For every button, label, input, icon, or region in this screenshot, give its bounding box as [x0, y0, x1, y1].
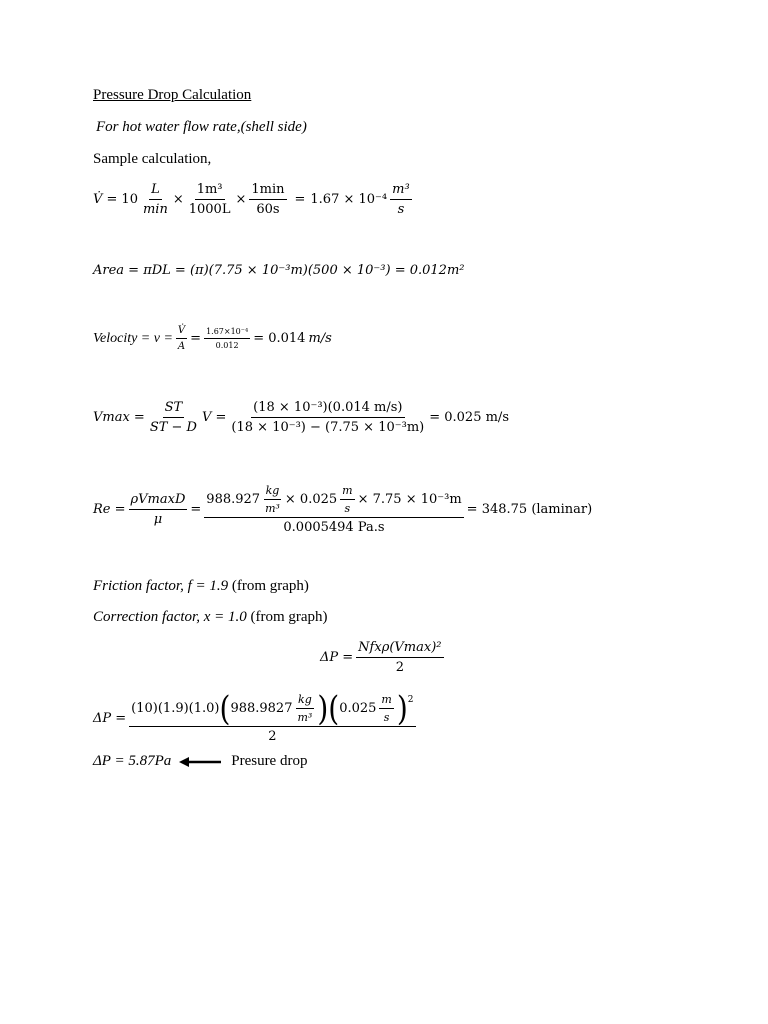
dp-calculation: ΔP = (10)(1.9)(1.0) ( 988.9827 $\frac{kg}{\text{m³}}$ ) ( 0.025 $\frac{m}{s}$ ) 2 2	[93, 688, 414, 744]
vmax-equation: Vmax = $\frac{ST}{ST - D}$ V = $\frac{\text{(18 × 10⁻³)(0.014 m/s)}}{\text{(18 × 10⁻³) − (7.75 × 10⁻³m)}}$ = 0.025 m/s	[93, 400, 509, 435]
vmax-frac-1: $\frac{ST}{ST - D}$	[149, 400, 197, 435]
times-1: ×	[172, 192, 184, 207]
velocity-frac-2: $\frac{\text{1.67×10⁻⁴}}{0.012}$	[206, 327, 249, 350]
re-result: = 348.75 (laminar)	[466, 502, 593, 517]
correction-factor: Correction factor, x = 1.0 (from graph)	[93, 609, 328, 625]
flow-frac-3: $\frac{1\min}{60s}$	[251, 182, 285, 217]
friction-factor: Friction factor, f = 1.9 (from graph)	[93, 578, 309, 594]
area-equation: Area = πDL = (π)(7.75 × 10⁻³m)(500 × 10⁻³) = 0.012m²	[93, 263, 465, 278]
dp-formula-frac: $\frac{\text{Nfxρ(Vmax)²}}{2}$	[358, 640, 442, 675]
vmax-result: = 0.025 m/s	[429, 410, 509, 425]
flow-rate-equation	[93, 182, 415, 217]
reynolds-equation: Re = $\frac{\rho VmaxD}{\mu}$ = 988.927 $\frac{kg}{\text{m³}}$ × 0.025 $\frac{m}{s}$ × 7.75 × 10⁻³m 0.0005494 Pa.s = 348.75 (laminar)	[93, 484, 593, 535]
flow-coef: 10	[121, 192, 138, 207]
flow-frac-1: $\frac{L}{\min}$	[142, 182, 168, 217]
times-2: ×	[235, 192, 247, 207]
subtitle: For hot water flow rate,(shell side)	[96, 119, 307, 135]
sample-label: Sample calculation,	[93, 151, 212, 167]
velocity-equation: Velocity = v = $\frac{V̇}{A}$ = $\frac{\text{1.67×10⁻⁴}}{0.012}$ = 0.014 m/s	[93, 325, 332, 352]
page-title: Pressure Drop Calculation	[93, 87, 252, 103]
velocity-frac-1: $\frac{V̇}{A}$	[177, 325, 186, 352]
result-label: Presure drop	[231, 753, 308, 769]
dp-formula: ΔP = $\frac{\text{Nfxρ(Vmax)²}}{2}$	[320, 640, 442, 675]
velocity-result: = 0.014	[253, 331, 306, 346]
result-line	[93, 753, 307, 770]
re-frac-2: 988.927 $\frac{kg}{\text{m³}}$ × 0.025 $\frac{m}{s}$ × 7.75 × 10⁻³m 0.0005494 Pa.s	[206, 484, 462, 535]
re-frac-1: $\frac{\rho VmaxD}{\mu}$	[130, 492, 186, 527]
dp-calc-frac: (10)(1.9)(1.0) ( 988.9827 $\frac{kg}{\text{m³}}$ ) ( 0.025 $\frac{m}{s}$ ) 2 2	[131, 688, 414, 744]
arrow-left-icon	[179, 756, 223, 768]
result-value: ΔP = 5.87Pa	[93, 753, 172, 769]
flow-unit: $\frac{\text{m³}}{s}$	[392, 182, 410, 217]
flow-frac-2: $\frac{\text{1m³}}{1000L}$	[188, 182, 231, 217]
flow-eq: =	[294, 192, 306, 207]
flow-lhs: V̇ =	[93, 192, 118, 207]
vmax-frac-2: $\frac{\text{(18 × 10⁻³)(0.014 m/s)}}{\text{(18 × 10⁻³) − (7.75 × 10⁻³m)}}$	[231, 400, 425, 435]
flow-result: 1.67 × 10⁻⁴	[310, 192, 388, 207]
